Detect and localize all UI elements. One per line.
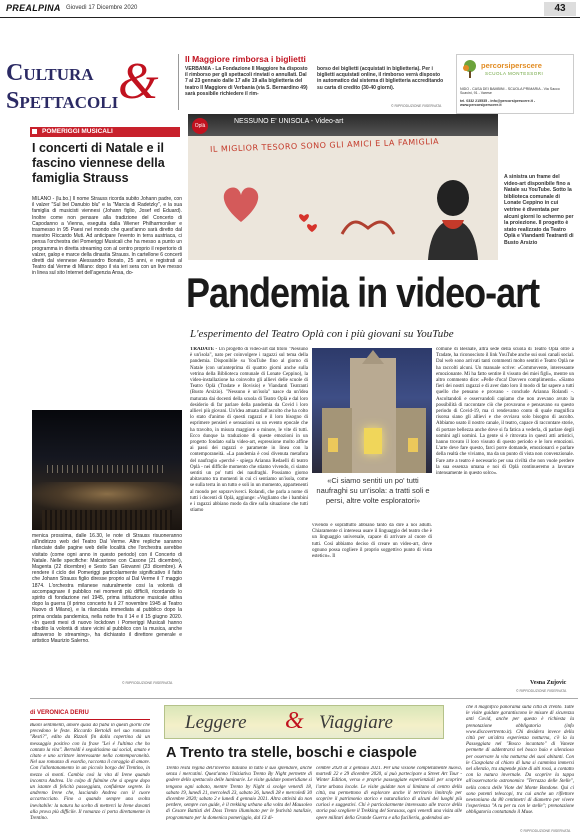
- drawing-heart-icon: [216, 178, 266, 228]
- left-article-body-top: MILANO - (lu.bo.) Il nome Strauss ricorda subito Johann padre, con il valzer "Sul bel Danubio blu" e la "Marcia di Radetzky", e la sua famiglia di musicisti viennesi (Johann figlio, Josef ed Eduard). Inoltre come non pensare alla tradizione del Concerto di Capodanno a Vienna, eseguita dalla Wiener Philharmoniker e trasmesso in 95 Paesi nel mondo che quest'anno sarà diretto dal maestro Riccardo Muti. Ad anticipare l'evento in terra austriaca, ci pensa l'orchestra dei Pomeriggi Musicali che ha messo a punto un programma in diretta streaming con al centro proprio il repertorio di valzer, galop e marce della dinastia Strauss. In cartellone 6 concerti diretti dal viennese Alessandro Bonato, 25 anni, e registrati al Teatro dal Verme di Milano: dopo il via ieri sera con un live messo in linea sul sito Internet dell'agenzia Ansa, do-: [32, 196, 182, 277]
- author-name: Vesna Zujovic: [530, 680, 567, 686]
- brand-tree-icon: [461, 59, 479, 79]
- section-word-spettacoli: Spettacoli: [6, 88, 119, 114]
- main-article-credit: © RIPRODUZIONE RISERVATA: [516, 689, 567, 693]
- library-night-photo: [312, 348, 432, 473]
- main-article-col3: comune di Besnate, altra sede della scuola di Teatro Oplà oltre a Tradate, ha riconosciuto il link YouTube anche sui suoi canali social. Dal web sono arrivati tanti commenti molto sentiti e Teatro Oplà ne ha raccolti alcuni. Un manuale scrive: «Commovente, interessante emozionante. Mi ha fatto sentire il vissuto dei miei figli», mentre un altro commento dice: «Pelle d'oca! Davvero complimenti». «Siamo fieri dei nostri ragazzi e di aver dato loro il modo di far sapere a tutti quello che pensano e provano - conclude Arianna Rolandi -. Ascoltandoli e osservandoli capiamo che non avevano avuto la possibilità di raccontare ciò che provavano e pensavano su questo periodo di Covid-19, ma ci rendevamo conto di quale magnifica risorsa siano gli allievi e che ovviava solo bisogno di ascolto. Abbiamo usato il nostro canale, il teatro, capace di raccontare storie, di portare bellezza anche dove si fa fatica a vederla, di parlare degli uomini agli uomini. La gente si è ritrovata in questi atti artistici, hanno trovato il loro vissuto di questo periodo e le loro emozioni. L'arte deve fare questo, farci porre domande, emozionarci e parlare della realtà che viviamo, ma da un punto di vista non convenzionale. Fare arte a teatro è necessario per una civiltà che non vuole perdere la sua essenza umana e noi di Oplà continueremo a lavorare intensamente in questo solco».: [436, 347, 574, 477]
- dateline: TRADATE: [190, 347, 215, 352]
- travel-byline: di VERONICA DERIU: [30, 710, 89, 716]
- pomeriggi-rubric: [30, 127, 180, 137]
- main-article-col1-text: - Un progetto di video-art dal titolo "Nessuno è un'isola", nato per coinvolgere i ragazzi sul tema della pandemia. Disponibile su YouTube fino al giorno di Natale (con un'anteprima di quattro giorni anche sulla vetrina della Biblioteca comunale di Lonate Ceppino), la video-installazione ha coinvolto gli allievi delle scuole di Teatro Oplà (Tradate e Bovisio) e Viandanti Teatranti (Busto Arsizio). "Nessuno è un'isola" nasce da un'idea maturata dai docenti della scuola di Teatro Oplà e dal loro desiderio di far parlare della pandemia da Covid i loro allievi più giovani. Un'idea attuata dall'ascolto che ha colto lo stato d'animo di questi ragazzi e il loro bisogno di esprimere pensieri e sensazioni su un evento epocale che ha travolto, in misura maggiore o minore, le vite di tutti. Ecco dunque la traduzione di queste emozioni in un progetto fondato sulla video-art, espressione molto affine ai passi dei ragazzi e paramente in linea con la contemporaneità. «La pandemia è così divenuta metafora del naufragio «perché - spiega Arianna Redaelli di teatro Oplà - nei difficile momento che stiamo vivendo, ci siamo sentiti un po' tutti dei naufraghi. Possiamo giorno abitavamo tra momenti in cui ci sentiamo un'isola, come se sulla terra in un tutto e soli in un momento, appartenenti al mondo per sopravviverci. Rolandi, che parla a nome di tutti i docenti di Oplà, aggiunge: «Vogliamo che i bambini e i ragazzi abbiano modo da dire sulla situazione che tutti stiamo: [190, 347, 308, 514]
- left-article-title: I concerti di Natale e il fascino viennese della famiglia Strauss: [32, 141, 165, 185]
- travel-title: A Trento tra stelle, boschi e ciaspole: [166, 745, 417, 761]
- newspaper-logo: PREALPINA: [6, 3, 61, 13]
- pull-quote: «Ci siamo sentiti un po' tutti naufraghi su un'isola: a tratti soli e persi, altre volte esploratori»: [316, 476, 430, 505]
- orchestra-photo: [32, 410, 182, 530]
- handwritten-banner: IL MIGLIOR TESORO SONO GLI AMICI E LA FAMIGLIA: [209, 136, 440, 154]
- drawing-red-hearts-icon: [296, 208, 322, 238]
- issue-date: Giovedì 17 Dicembre 2020: [66, 5, 138, 11]
- banner-word-viaggiare: Viaggiare: [319, 712, 393, 733]
- travel-col-left: Buoni sentimenti, amore quasi da fiaba in questi giorni che precedono le feste. Riccardo Bertoldi nel suo romanzo "Resti?", edito da Rizzoli fin dalla copertina dà un messaggio positivo con la frase "Lei é l'ultima che ho cantato la vita". Bertoldi è seguitissimo sui social, amato e citato e uno scrittore interessante nella contemporaneità. Nel suo romanzo di esordio, racconta il coraggio di amare. Con l'allontanamento in un piccolo borgo del Trentino, in mezzo ai monti. Cambia così la vita di Irene quando incontra Andrea. Un colpo di fulmine che si spegne dopo un istante di felicità passeggiata, confidenze segrete. Io andremo Irene che, lasciando Andrea con il cuore accartocciato. Fino a quando sempre una svolta inevitabile: la natura ha scelto di metterci la Irene davanti alla prova più difficile. Il romanzo ci porta direttamente in Trentino.: [30, 723, 150, 822]
- news-box-col2: borso dei biglietti (acquistati in biglietteria). Per i biglietti acquistati online, il rimborso verrà disposto in automatico dal sistema di biglietteria accreditando su carta di credito (30-40 giorni).: [317, 66, 444, 91]
- main-headline: Pandemia in video-art: [186, 268, 540, 316]
- drawing-hands-icon: [338, 204, 398, 244]
- oplà-logo: Oplà: [192, 118, 208, 134]
- ad-tagline: SCUOLA MONTESSORI: [485, 71, 544, 76]
- news-box-credit: © RIPRODUZIONE RISERVATA: [391, 104, 442, 108]
- travel-col-right: che il magnifico panorama sulla città di Trento. Tutte le visite guidate garantiscono le misure di sicurezza anti Covid, anche per questo è richiesta la prenotazione obbligatoria (info www.discovertrento.it). Chi desidera invece della città per un'altra esperienza notturna, c'è la la Passeggiata nel "Bosco incantato" di Vaneze permette di addentrarsi nel bosco buio e silenzioso per osservare la vita notturna dei suoi abitanti. Con le Ciaspolata al chiaro di luna si cammina immersi nel silenzio, tra stupende piste di alti rossi, a contatto con la natura invernale. Da scoprire la tappa all'osservatorio astronomico "Terrazza delle Stelle", nella conca delle Viote del Monte Bondone. Qui ci sono potenti telescopi, tra cui anche un riflettore newtoniano da 80 centimetri di diametro per vivere l'esperienza "A tu per tu con le stelle"; prenotazione obbligatoria contattando il Muse.: [466, 705, 574, 816]
- section-title: [6, 53, 176, 126]
- video-frame-photo: [188, 114, 498, 260]
- news-box-col1: VERBANIA - La Fondazione Il Maggiore ha disposto il rimborso per gli spettacoli rinviati o annullati. Dal 7 al 23 gennaio dalle 17 alle 19 alla biglietteria del teatro Il Maggiore di Verbania (via S. Bernardino 49) sarà possibile richiedere il rim-: [185, 66, 308, 97]
- section-divider: [30, 698, 578, 699]
- ad-top[interactable]: [456, 54, 574, 114]
- ad-line-2: tel. 0332 215535 - info@percorsiperscere.it - www.percorsiperscere.it: [460, 99, 536, 108]
- drawing-figure-icon: [418, 176, 488, 260]
- main-subtitle: L'esperimento del Teatro Oplà con i più giovani su YouTube: [190, 328, 454, 340]
- banner-word-leggere: Leggere: [185, 712, 247, 733]
- travel-col-mid1: Trento resta regina dell'inverno italiano in tutto il suo splendore, anche senza i mercatini. Quest'anno l'iniziativa Trento By Night permette di godere dello spettacolo delle luminarie. Le visite guidate pomeridiane si tengono ogni sabato, mentre Trento by Night si svolge venerdì 18, sabato 19, lunedì 21, mercoledì 23, sabato 26, lunedì 28 e mercoledì 30 dicembre 2020; sabato 2 e lunedì 4 gennaio 2021. Altra attività da non perdere, sempre con guide, è il trekking urbano alla volta del Mausoleo di Cesare Battisti del Doss Trento illuminato per le festività natalizie, programmato per la domenica pomeriggio, dal 13 di-: [166, 766, 312, 821]
- section-word-cultura: Cultura: [6, 60, 94, 86]
- photo-caption: A sinistra un frame del video-art disponibile fino a Natale su YouTube. Sotto la biblioteca comunale di Lonate Ceppino in cui vetrine è diventata per alcuni giorni lo schermo per la proiezione. Il progetto è stato realizzato da Teatro Oplà e Viandanti Teatranti di Busto Arsizio: [504, 174, 574, 246]
- page-number: 43: [544, 2, 576, 16]
- video-channel-title: NESSUNO E' UNISOLA - Video-art: [234, 118, 344, 125]
- byline-rule: [30, 719, 150, 720]
- news-box-title: Il Maggiore rimborsa i biglietti: [185, 54, 306, 64]
- page-header: [0, 0, 580, 18]
- news-box: [178, 54, 448, 110]
- left-article-body-bottom: menica prossima, dalle 16.30, le note di Strauss risuoneranno all'indirizzo web del Teatro Dal Verme. Altre repliche saranno rilanciate dalle pagine web delle località che l'orchestra avrebbe visitato (come ogni anno in questo periodo) con il Concerto di Natale. Nelle specifiche: Malcantone con Casone (21 dicembre), Magenta (22 dicembre) e Sesto San Giovanni (23 dicembre). A rendere il ciclo dei Pomeriggi particolarmente significativo il fatto che Johann Strauss figlio diresse proprio al Dal Verme il 7 maggio 1874. L'orchestra milanese naturalmente cosi la volontà di accompagnare il pubblico nei momenti più difficili, ricordando lo spirito di fondazione nel 1945, prima istituzione musicale attiva dopo la guerra (il primo concerto fu il 27 novembre 1945 al Teatro Nuovo di Milano), e la rilanciata immediata al pubblico dopo la prima ondata pandemica, nella notte fra il 14 e il 15 giugno 2020. «In questi mesi di nuovo lockdown i Pomeriggi Musicali hanno ribadito la volontà di stare vicini al pubblico con la musica, anche attraverso lo streaming», ha dichiarato il direttore generale e artistico Maurizio Salerno.: [32, 533, 182, 645]
- ad-line-1: NIDO - CASA DEI BAMBINI - SCUOLA PRIMARIA - Via Sacco Scavini, 91 - Varese: [460, 87, 560, 96]
- travel-credit: © RIPRODUZIONE RISERVATA: [520, 829, 571, 833]
- ad-brand-name: percorsiperscere: [481, 61, 542, 70]
- travel-col-mid2: cembre 2020 al 3 gennaio 2021. Per una visione completamente nuova, martedì 22 e 29 dicembre 2020, si può partecipare a Street Art Tour - Winter Edition, verso e proprie passeggiate esperienziali per scoprire l'arte urbana locale. Le visite guidate non si limitano al centro della città, ma permettono di esplorare anche il territorio limitrofo per scoprire il patrimonio storico e naturalistico di alcuni dei luoghi più curiosi e suggestivi. Chi è particolarmente interessato alle tracce della storia può scegliere il Trekking del Sorasass, ogni venerdì una visita alle opere militari della Grande Guerra e alla fucilieria, godendosi an-: [316, 766, 462, 821]
- rubric-label: POMERIGGI MUSICALI: [42, 128, 113, 135]
- section-ampersand: &: [118, 53, 159, 110]
- travel-banner: [164, 705, 444, 739]
- left-article-credit: © RIPRODUZIONE RISERVATA: [122, 681, 173, 685]
- rubric-marker: [32, 129, 37, 134]
- banner-ampersand: &: [285, 708, 304, 734]
- main-article-col2: vivendo e soprattutto abbiano tanto da dire a noi adulti. Chiaramente ci interessa usare il linguaggio del teatro che è un linguaggio universale, capace di arrivare al cuore di tutti. Così abbiamo deciso di creare un video-art, dove ognuno possa cogliere il proprio soggettivo punto di vista estetico». Il: [312, 523, 432, 560]
